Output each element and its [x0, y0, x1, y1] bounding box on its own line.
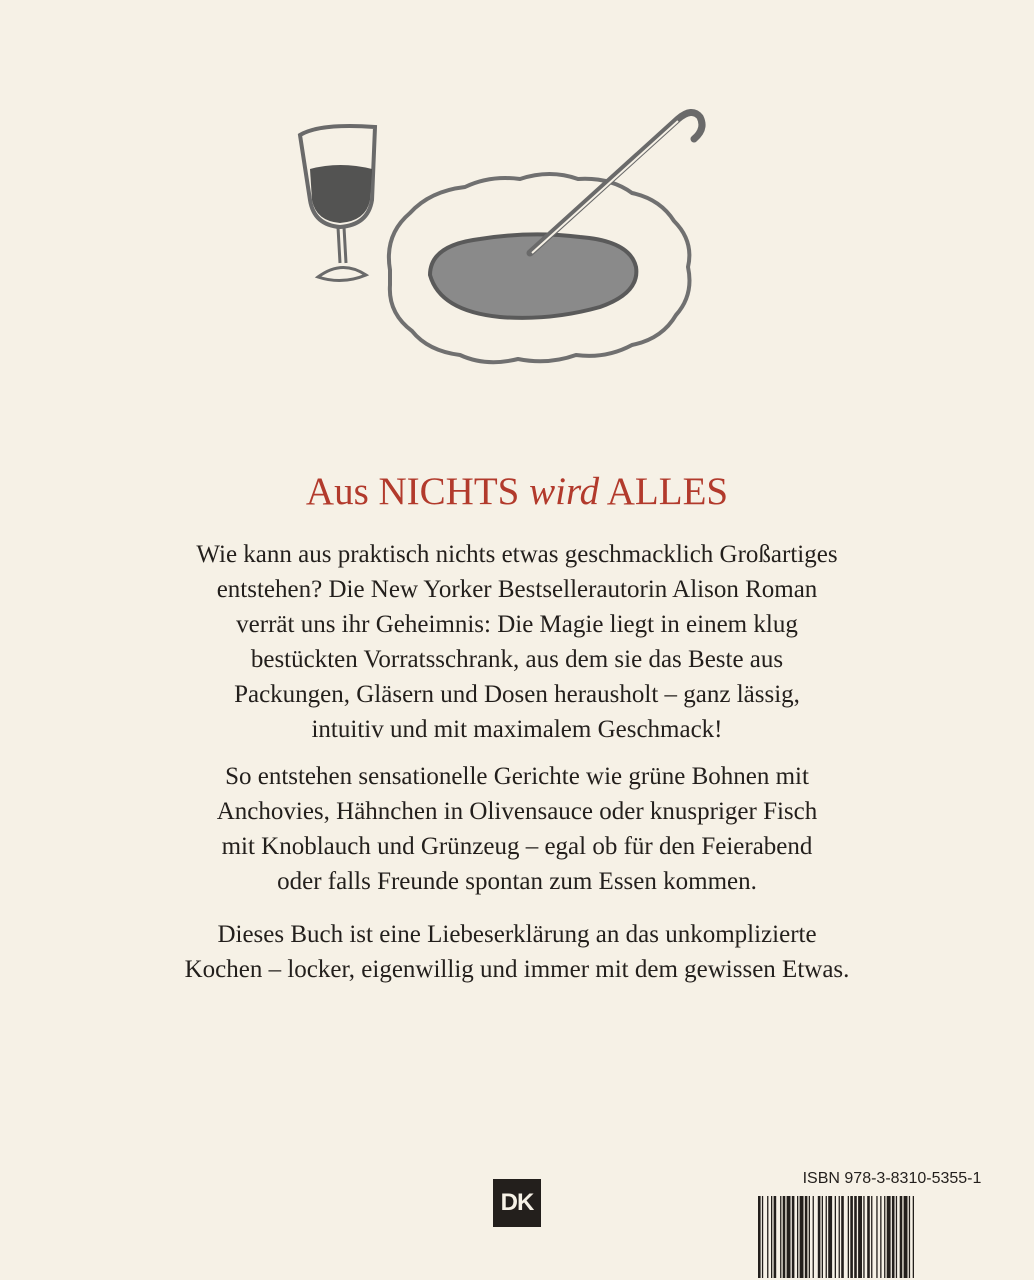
blurb-paragraph-1 [120, 537, 914, 747]
text-line: entstehen? Die New Yorker Bestsellerautorin Alison Roman [216, 576, 818, 603]
dk-publisher-logo: DK [493, 1179, 541, 1227]
headline-part-3: ALLES [599, 470, 729, 513]
text-line: verrät uns ihr Geheimnis: Die Magie liegt in einem klug [236, 611, 798, 638]
text-line: Kochen – locker, eigenwillig und immer mit dem gewissen Etwas. [184, 956, 850, 983]
text-line: oder falls Freunde spontan zum Essen kommen. [277, 868, 757, 895]
text-line: Dieses Buch ist eine Liebeserklärung an das unkomplizierte [217, 921, 817, 948]
text-line: Packungen, Gläsern und Dosen herausholt – ganz lässig, [234, 681, 800, 708]
wine-liquid [310, 165, 372, 223]
text-line: mit Knoblauch und Grünzeug – egal ob für den Feierabend [221, 833, 813, 860]
text-line: bestückten Vorratsschrank, aus dem sie das Beste aus [250, 646, 784, 673]
blurb-paragraph-2 [120, 759, 914, 899]
text-line: Anchovies, Hähnchen in Olivensauce oder knuspriger Fisch [216, 798, 818, 825]
headline-emphasis: wird [529, 470, 600, 513]
text-line: Wie kann aus praktisch nichts etwas geschmacklich Großartiges [196, 541, 838, 568]
text-line: So entstehen sensationelle Gerichte wie grüne Bohnen mit [225, 763, 809, 790]
headline [0, 466, 1034, 518]
text-line: intuitiv und mit maximalem Geschmack! [311, 716, 723, 743]
isbn-label: ISBN 978-3-8310-5355-1 [802, 1170, 982, 1187]
blurb-paragraph-3 [120, 917, 914, 987]
headline-part-1: Aus NICHTS [305, 470, 530, 513]
barcode-box [748, 1166, 1034, 1280]
wine-glass-foot [318, 267, 366, 280]
wine-glass-stem [338, 227, 346, 263]
barcode-icon [758, 1196, 1026, 1278]
wine-glass-soup-plate-icon [280, 95, 740, 385]
